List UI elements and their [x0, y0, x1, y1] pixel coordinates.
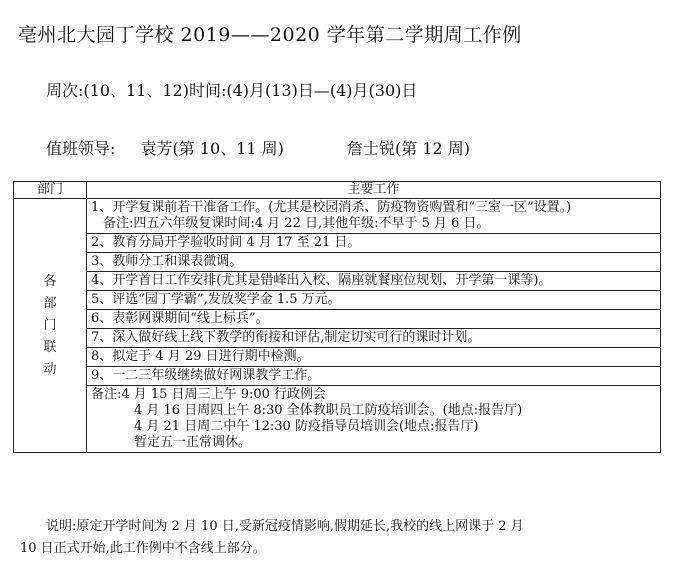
note-line: 4 月 21 日周二中午 12:30 防疫指导员培训会(地点:报告厅) — [134, 419, 479, 434]
department-cell — [14, 199, 87, 453]
work-plan-table — [13, 181, 661, 453]
work-item-text: 1、开学复课前若干准备工作。(尤其是校园消杀、防疫物资购置和“三室一区”设置。) — [91, 200, 572, 215]
table-row — [14, 199, 661, 234]
department-char: 各 — [43, 273, 57, 289]
table-row — [14, 386, 661, 453]
header-department: 部门 — [14, 182, 87, 199]
footer-note — [20, 516, 606, 560]
table-row — [14, 348, 661, 367]
header-main-work: 主要工作 — [87, 182, 661, 199]
work-item-1 — [87, 199, 661, 234]
work-item-8: 8、拟定于 4 月 29 日进行期中检测。 — [87, 348, 661, 367]
duty-leader-a: 袁芳(第 10、11 周) — [140, 139, 284, 158]
work-item-9: 9、一二三年级继续做好网课教学工作。 — [87, 367, 661, 386]
table-row — [14, 272, 661, 291]
table-row — [14, 329, 661, 348]
work-item-remark: 备注:四五六年级复课时间:4 月 22 日,其他年级:不早于 5 月 6 日。 — [103, 216, 490, 231]
footer-line-1: 说明:原定开学时间为 2 月 10 日,受新冠疫情影响,假期延长,我校的线上网课于 2 月 — [46, 519, 524, 534]
notes-cell — [87, 386, 661, 453]
department-char: 门 — [43, 317, 57, 333]
work-item-5: 5、评选“园丁学霸”,发放奖学金 1.5 万元。 — [87, 291, 661, 310]
duty-leader-b: 詹士锐(第 12 周) — [346, 139, 471, 158]
work-item-2: 2、教育分局开学验收时间 4 月 17 至 21 日。 — [87, 234, 661, 253]
table-row — [14, 253, 661, 272]
table-header-row — [14, 182, 661, 199]
week-and-date-line: 周次:(10、11、12)时间:(4)月(13)日—(4)月(30)日 — [46, 81, 418, 100]
document-title: 亳州北大园丁学校 2019——2020 学年第二学期周工作例 — [18, 24, 522, 46]
table-row — [14, 367, 661, 386]
duty-leaders-line — [46, 136, 470, 159]
note-line: 4 月 16 日周四上午 8:30 全体教职员工防疫培训会。(地点:报告厅) — [134, 403, 523, 418]
table-row — [14, 234, 661, 253]
duty-label: 值班领导: — [46, 139, 116, 158]
work-item-3: 3、教师分工和课表微调。 — [87, 253, 661, 272]
footer-line-2: 10 日正式开始,此工作例中不含线上部分。 — [20, 541, 266, 556]
note-line: 备注:4 月 15 日周三上午 9:00 行政例会 — [91, 387, 327, 402]
department-char: 部 — [43, 295, 57, 311]
work-item-4: 4、开学首日工作安排(尤其是错峰出入校、隔座就餐座位规划、开学第一课等)。 — [87, 272, 661, 291]
work-item-6: 6、表彰网课期间“线上标兵”。 — [87, 310, 661, 329]
note-line: 暂定五一正常调休。 — [134, 435, 252, 450]
table-row — [14, 310, 661, 329]
department-char: 联 — [43, 339, 57, 355]
department-char: 动 — [43, 361, 57, 377]
table-row — [14, 291, 661, 310]
work-item-7: 7、深入做好线上线下教学的衔接和评估,制定切实可行的课时计划。 — [87, 329, 661, 348]
